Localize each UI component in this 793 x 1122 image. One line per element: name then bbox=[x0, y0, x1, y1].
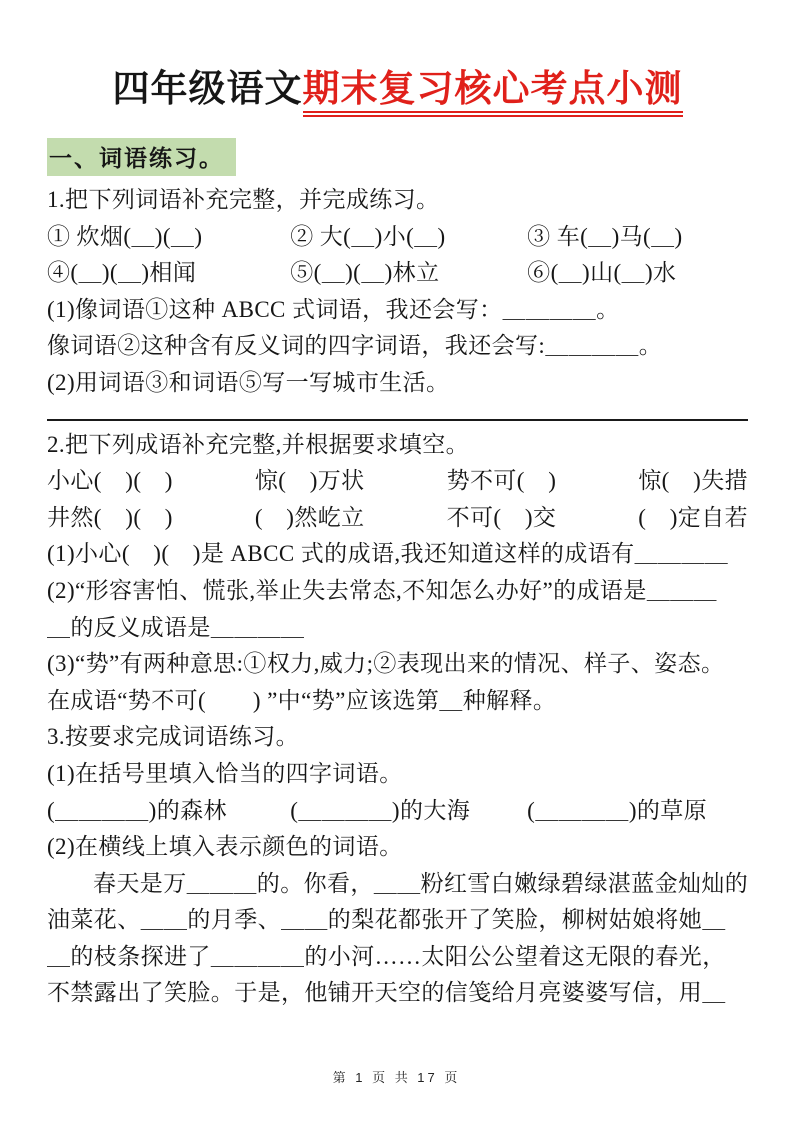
q1-prompt: 1.把下列词语补充完整，并完成练习。 bbox=[47, 187, 440, 212]
q1-word-row-2 bbox=[47, 255, 748, 292]
q2-idiom-6: ( )然屹立 bbox=[254, 504, 365, 530]
q2-idiom-7: 不可( )交 bbox=[446, 504, 557, 530]
q3-phrase-row bbox=[47, 793, 748, 830]
q1-word-4: ④(＿)(＿)相闻 bbox=[47, 260, 197, 286]
page-title-red: 期末复习核心考点小测 bbox=[303, 69, 683, 117]
q1-word-row-1 bbox=[47, 219, 748, 256]
q3-paragraph-line2: 油菜花、＿＿的月季、＿＿的梨花都张开了笑脸，柳树姑娘将她＿ bbox=[47, 907, 726, 933]
q2-sub1: (1)小心( )( )是 ABCC 式的成语,我还知道这样的成语有＿＿＿＿ bbox=[47, 541, 729, 567]
q3-sub2: (2)在横线上填入表示颜色的词语。 bbox=[47, 834, 403, 860]
q3-paragraph-line1: 春天是万＿＿＿的。你看，＿＿粉红雪白嫩绿碧绿湛蓝金灿灿的 bbox=[93, 870, 749, 896]
q3-paragraph-line3: ＿的枝条探进了＿＿＿＿的小河……太阳公公望着这无限的春光， bbox=[47, 943, 726, 969]
q2-sub2-line1: (2)“形容害怕、慌张,举止失去常态,不知怎么办好”的成语是＿＿＿ bbox=[47, 577, 717, 603]
q3-paragraph-line4: 不禁露出了笑脸。于是，他铺开天空的信笺给月亮婆婆写信，用＿ bbox=[47, 980, 726, 1006]
q1-sub2: (2)用词语③和词语⑤写一写城市生活。 bbox=[47, 369, 450, 395]
q1-sub1-line2: 像词语②这种含有反义词的四字词语，我还会写:＿＿＿＿。 bbox=[47, 333, 663, 359]
page-footer: 第 1 页 共 17 页 bbox=[332, 1070, 461, 1085]
q2-sub2-line2: ＿的反义成语是＿＿＿＿ bbox=[47, 614, 305, 640]
q3-prompt: 3.按要求完成词语练习。 bbox=[47, 724, 300, 750]
q2-prompt: 2.把下列成语补充完整,并根据要求填空。 bbox=[47, 431, 469, 457]
section-heading-1: 一、词语练习。 bbox=[47, 138, 236, 176]
q1-word-2: ② 大(＿)小(＿) bbox=[290, 223, 446, 249]
q3-phrase-1: (＿＿＿＿)的森林 bbox=[47, 797, 227, 823]
section-divider bbox=[47, 419, 748, 421]
q1-word-5: ⑤(＿)(＿)林立 bbox=[290, 260, 440, 286]
q1-sub1-line1: (1)像词语①这种 ABCC 式词语，我还会写：＿＿＿＿。 bbox=[47, 296, 620, 322]
q2-idiom-5: 井然( )( ) bbox=[47, 504, 173, 530]
q2-sub3-line1: (3)“势”有两种意思:①权力,威力;②表现出来的情况、样子、姿态。 bbox=[47, 651, 725, 677]
q3-phrase-3: (＿＿＿＿)的草原 bbox=[527, 797, 708, 823]
q1-word-1: ① 炊烟(＿)(＿) bbox=[47, 223, 203, 249]
q2-idiom-1: 小心( )( ) bbox=[47, 468, 173, 494]
q2-idiom-3: 势不可( ) bbox=[446, 468, 557, 494]
q2-idiom-2: 惊( )万状 bbox=[254, 468, 365, 494]
q3-phrase-2: (＿＿＿＿)的大海 bbox=[290, 797, 471, 823]
q1-word-3: ③ 车(＿)马(＿) bbox=[527, 223, 683, 249]
q2-idiom-4: 惊( )失措 bbox=[638, 468, 748, 494]
q2-sub3-line2: 在成语“势不可( ) ”中“势”应该选第＿种解释。 bbox=[47, 687, 557, 713]
q2-idiom-8: ( )定自若 bbox=[638, 504, 748, 530]
page-title bbox=[47, 58, 748, 112]
q1-word-6: ⑥(＿)山(＿)水 bbox=[527, 260, 677, 286]
q2-idiom-row-1 bbox=[47, 463, 748, 500]
q2-idiom-row-2 bbox=[47, 500, 748, 537]
page-title-black: 四年级语文 bbox=[112, 69, 303, 110]
q3-sub1: (1)在括号里填入恰当的四字词语。 bbox=[47, 760, 403, 786]
